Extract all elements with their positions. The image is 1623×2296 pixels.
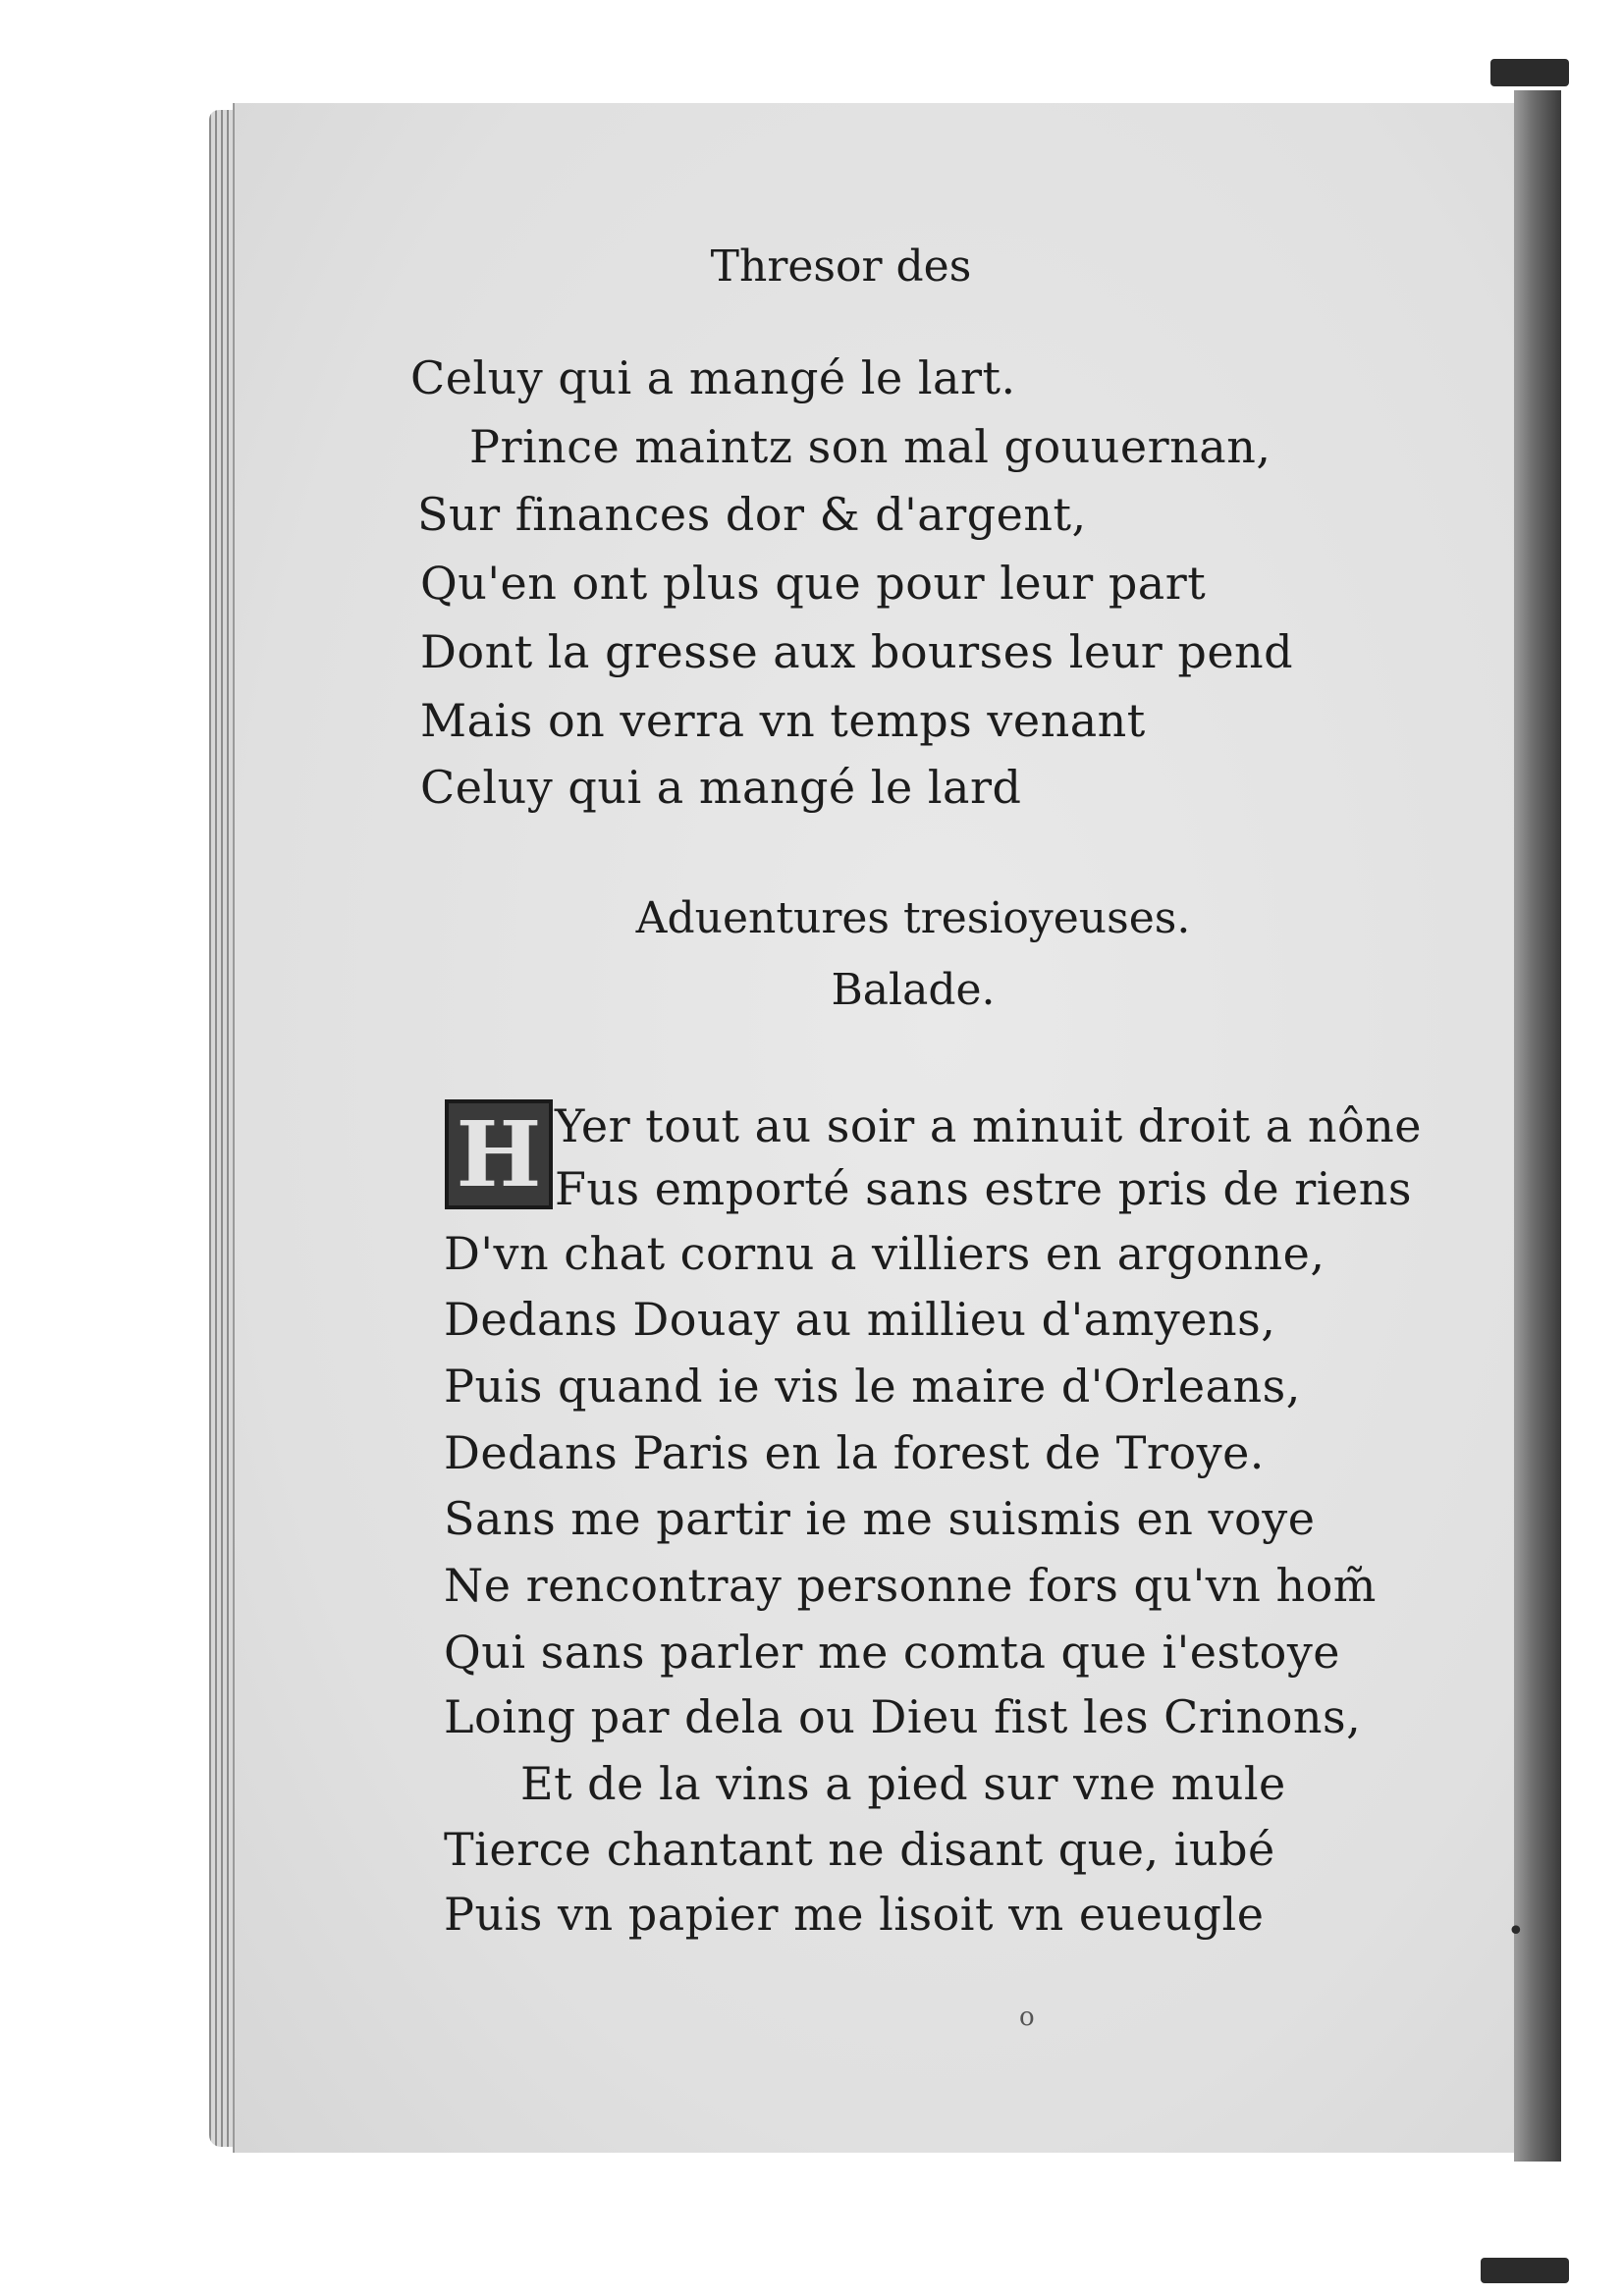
poem-line: Celuy qui a mangé le lart. bbox=[410, 351, 1016, 404]
section-title: Aduentures tresioyeuses. bbox=[635, 893, 1191, 943]
ballade-line: Loing par dela ou Dieu fist les Crinons, bbox=[444, 1690, 1362, 1743]
ballade-line: Dedans Douay au millieu d'amyens, bbox=[444, 1293, 1276, 1346]
ballade-line: Tierce chantant ne disant que, iubé bbox=[444, 1823, 1275, 1876]
ink-speck: • bbox=[1507, 1914, 1525, 1949]
ballade-line: Yer tout au soir a minuit droit a nône bbox=[555, 1099, 1423, 1152]
ballade-line: Ne rencontray personne fors qu'vn hom̃ bbox=[444, 1559, 1377, 1612]
section-subtitle: Balade. bbox=[831, 965, 996, 1015]
drop-cap-letter: H bbox=[456, 1101, 542, 1207]
ballade-line: Dedans Paris en la forest de Troye. bbox=[444, 1426, 1265, 1479]
ballade-line: D'vn chat cornu a villiers en argonne, bbox=[444, 1227, 1325, 1280]
poem-line: Sur finances dor & d'argent, bbox=[417, 488, 1087, 541]
ballade-line: Fus emporté sans estre pris de riens bbox=[555, 1162, 1412, 1215]
ballade-line: Qui sans parler me comta que i'estoye bbox=[444, 1626, 1341, 1679]
drop-cap bbox=[445, 1099, 553, 1209]
poem-line: Mais on verra vn temps venant bbox=[420, 694, 1146, 747]
clasp-top bbox=[1490, 59, 1569, 86]
book-gutter bbox=[1514, 90, 1561, 2162]
ballade-line: Sans me partir ie me suismis en voye bbox=[444, 1492, 1316, 1545]
ballade-line: Puis quand ie vis le maire d'Orleans, bbox=[444, 1360, 1301, 1413]
ballade-line: Et de la vins a pied sur vne mule bbox=[520, 1757, 1286, 1810]
ballade-line: Puis vn papier me lisoit vn eueugle bbox=[444, 1888, 1265, 1941]
poem-line: Qu'en ont plus que pour leur part bbox=[420, 557, 1207, 610]
running-title: Thresor des bbox=[710, 241, 972, 292]
poem-line: Dont la gresse aux bourses leur pend bbox=[420, 625, 1294, 678]
poem-line: Celuy qui a mangé le lard bbox=[420, 761, 1022, 814]
clasp-bottom bbox=[1481, 2258, 1569, 2283]
ink-speck: o bbox=[1019, 2002, 1035, 2032]
poem-line: Prince maintz son mal gouuernan, bbox=[469, 420, 1271, 473]
